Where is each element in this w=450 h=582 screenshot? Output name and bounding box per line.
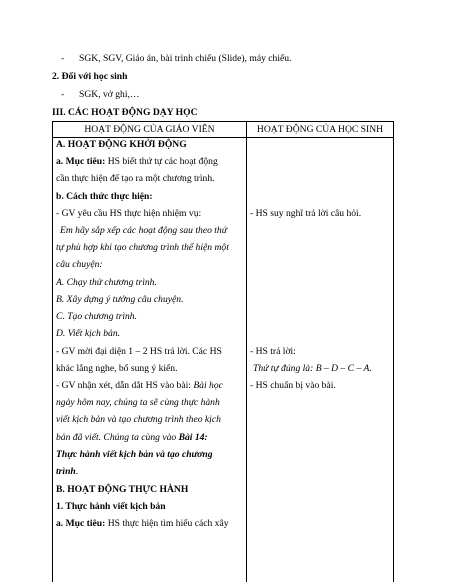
task-question-line3: câu chuyện: [56,259,103,270]
invite-line2: khác lắng nghe, bổ sung ý kiến. [56,363,178,374]
lead-line1 [56,380,223,392]
activity-a-title: A. HOẠT ĐỘNG KHỞI ĐỘNG [56,139,187,150]
task-question-line1: Em hãy sắp xếp các hoạt động sau theo thứ [60,225,227,236]
lead-italic: Bài học [193,380,223,391]
practice-heading: 1. Thực hành viết kịch bản [56,501,166,512]
practice-goal [56,518,229,530]
activity-a-goal-line2: cần thực hiện để tạo ra một chương trình. [56,173,215,184]
student-materials-heading: 2. Đối với học sinh [52,71,128,82]
goal-text: HS biết thứ tự các hoạt động [105,156,218,167]
task-instruction: - GV yêu cầu HS thực hiện nhiệm vụ: [56,208,202,219]
activity-a-goal [56,156,218,168]
student-think: - HS suy nghĩ trả lời câu hỏi. [250,208,362,219]
goal-text: HS thực hiện tìm hiểu cách xây [105,518,229,529]
option-d: D. Viết kịch bản. [56,328,121,339]
goal-label: a. Mục tiêu: [56,518,106,529]
lead-italic: bản đã viết. Chúng ta cùng vào [56,432,179,443]
bullet-dash: - [61,89,65,100]
task-question-line2: tự phù hợp khi tạo chương trình thể hiện một [56,242,229,253]
table-border-top [52,121,394,122]
lead-line3: viết kịch bản và tạo chương trình theo kịch [56,414,221,425]
lesson-title-line2 [56,466,78,478]
goal-label: a. Mục tiêu: [56,156,106,167]
lesson-number: Bài 14: [178,432,208,443]
student-answer: - HS trả lời: [250,346,296,357]
option-a: A. Chạy thử chương trình. [56,277,157,288]
option-b: B. Xây dựng ý tưởng câu chuyện. [56,294,184,305]
teacher-column-header: HOẠT ĐỘNG CỦA GIÁO VIÊN [84,124,215,135]
lesson-title-end: trình [56,466,76,477]
method-heading: b. Cách thức thực hiện: [56,191,153,202]
invite-line1: - GV mời đại diện 1 – 2 HS trả lời. Các HS [56,346,222,357]
lead-line4 [56,432,208,444]
table-border-left [52,121,53,582]
table-border-right [393,121,394,582]
materials-student-text: SGK, vở ghi,… [79,89,140,100]
section-heading: III. CÁC HOẠT ĐỘNG DẠY HỌC [52,107,198,118]
option-c: C. Tạo chương trình. [56,311,137,322]
bullet-dash: - [61,53,65,64]
activity-b-title: B. HOẠT ĐỘNG THỰC HÀNH [56,484,189,495]
student-ready: - HS chuẩn bị vào bài. [250,380,336,391]
student-column-header: HOẠT ĐỘNG CỦA HỌC SINH [256,124,384,135]
table-column-divider [246,121,247,582]
materials-teacher-text: SGK, SGV, Giáo án, bài trình chiếu (Slide), máy chiếu. [79,53,292,64]
lesson-title-line1: Thực hành viết kịch bản và tạo chương [56,449,213,460]
lead-line2: ngày hôm nay, chúng ta sẽ cùng thực hành [56,397,220,408]
table-header-divider [52,137,394,138]
period: . [75,466,79,477]
lead-text: - GV nhận xét, dẫn dắt HS vào bài: [56,380,194,391]
student-answer-order: Thứ tự đúng là: B – D – C – A. [253,363,372,374]
